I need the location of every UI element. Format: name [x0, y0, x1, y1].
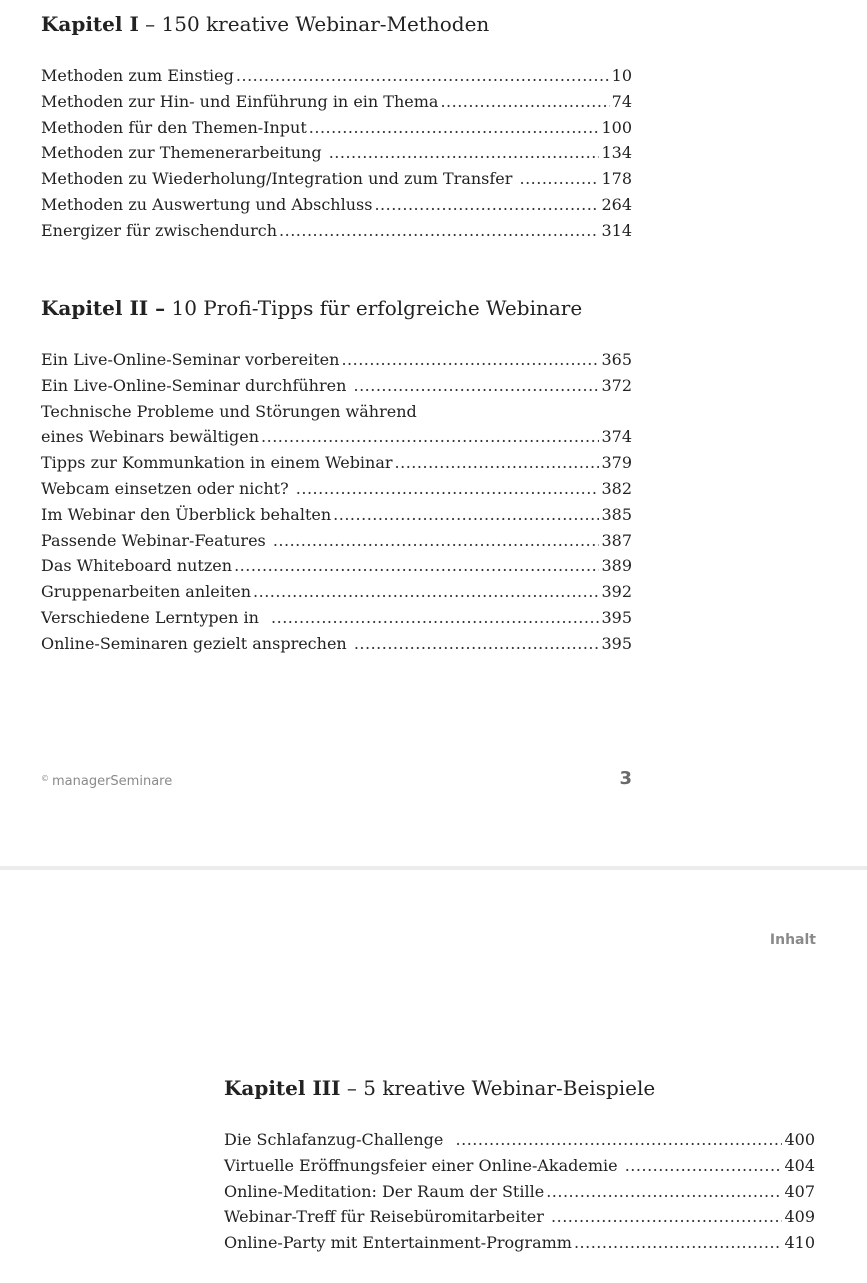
toc-entry-title: Technische Probleme und Störungen während [41, 401, 417, 421]
toc-entry [41, 605, 632, 631]
toc-entry [41, 63, 632, 89]
toc-entry-page: 400 [784, 1130, 815, 1149]
chapter-3-label: Kapitel III [224, 1076, 341, 1100]
dot-leader [333, 502, 599, 528]
chapter-2-subtitle: 10 Profi-Tipps für erfolgreiche Webinare [171, 296, 583, 320]
dot-leader [234, 553, 599, 579]
toc-entry-title: Webcam einsetzen oder nicht? [41, 478, 294, 498]
dot-leader [354, 631, 600, 657]
dot-leader [574, 1230, 783, 1256]
toc-entry-title: Das Whiteboard nutzen [41, 556, 233, 576]
toc-entry-title: Verschiedene Lerntypen in [41, 607, 270, 627]
dot-leader [395, 450, 600, 476]
dot-leader [253, 579, 599, 605]
dot-leader [341, 347, 599, 373]
dot-leader [374, 192, 599, 218]
dot-leader [279, 218, 599, 244]
toc-entry-title: Methoden zu Auswertung und Abschluss [41, 194, 373, 214]
toc-entry-page: 372 [601, 375, 632, 395]
copyright-symbol: © [41, 774, 49, 783]
chapter-3-heading [224, 1076, 655, 1100]
toc-entry [224, 1127, 815, 1153]
toc-entry [41, 373, 632, 399]
dot-leader [625, 1153, 783, 1179]
toc-entry-title: Methoden zum Einstieg [41, 66, 234, 85]
dot-leader [456, 1127, 783, 1153]
toc-entry-page: 178 [601, 169, 632, 189]
toc-entry-page: 404 [784, 1155, 815, 1175]
toc-entry [41, 579, 632, 605]
toc-entry-page: 379 [601, 453, 632, 473]
toc-entry-page: 385 [601, 504, 632, 524]
toc-entry-page: 395 [601, 607, 632, 627]
dot-leader [520, 166, 600, 192]
toc-entry [41, 399, 632, 425]
page-4 [0, 870, 867, 1283]
chapter-1-heading [41, 12, 489, 36]
toc-entry [41, 89, 632, 115]
toc-entry-title: Webinar-Treff für Reisebüromitarbeiter [224, 1207, 550, 1227]
toc-entry-title: Die Schlafanzug-Challenge [224, 1130, 454, 1149]
chapter-1-dash: – [138, 12, 162, 36]
toc-entry-title: Energizer für zwischendurch [41, 220, 278, 240]
page-number: 3 [619, 768, 632, 789]
toc-entry-title: Ein Live-Online-Seminar durchführen [41, 375, 352, 395]
toc-entry [41, 424, 632, 450]
toc-entry-page: 392 [601, 582, 632, 602]
dot-leader [236, 63, 610, 89]
toc-entry-title: Gruppenarbeiten anleiten [41, 582, 252, 602]
toc-entry-page: 410 [784, 1233, 815, 1253]
toc-entry [41, 347, 632, 373]
dot-leader [546, 1179, 782, 1205]
toc-entry-title: Methoden für den Themen-Input [41, 117, 307, 137]
toc-entry [224, 1204, 815, 1230]
chapter-2-heading [41, 296, 582, 320]
toc-entry-page: 134 [601, 143, 632, 163]
dot-leader [329, 140, 600, 166]
toc-entry [41, 140, 632, 166]
running-head: Inhalt [769, 932, 816, 948]
toc-entry [41, 502, 632, 528]
toc-entry [41, 476, 632, 502]
toc-entry-title: Passende Webinar-Features [41, 530, 271, 550]
toc-entry-page: 382 [601, 478, 632, 498]
toc-entry-page: 409 [784, 1207, 815, 1227]
toc-entry-page: 395 [601, 633, 632, 653]
chapter-1-label: Kapitel I [41, 12, 139, 36]
dot-leader [261, 424, 599, 450]
dot-leader [296, 476, 600, 502]
chapter-2-toc [41, 347, 632, 657]
toc-entry-title: Virtuelle Eröffnungsfeier einer Online-Akademie [224, 1155, 623, 1175]
copyright-footer [41, 774, 172, 789]
toc-entry-title: Ein Live-Online-Seminar vorbereiten [41, 350, 340, 369]
toc-entry [41, 166, 632, 192]
toc-entry-title: Online-Meditation: Der Raum der Stille [224, 1181, 545, 1201]
dot-leader [551, 1204, 782, 1230]
toc-entry [41, 115, 632, 141]
toc-entry-page: 374 [601, 427, 632, 447]
toc-entry [224, 1230, 815, 1256]
toc-entry-page: 365 [601, 350, 632, 369]
toc-entry-title: Methoden zur Themenerarbeitung [41, 143, 327, 163]
chapter-3-dash: – [340, 1076, 364, 1100]
toc-entry-page: 10 [611, 66, 632, 85]
toc-entry-title: Online-Party mit Entertainment-Programm [224, 1233, 572, 1253]
toc-entry [41, 553, 632, 579]
chapter-1-toc [41, 63, 632, 244]
toc-entry-page: 100 [601, 117, 632, 137]
toc-entry [41, 450, 632, 476]
dot-leader [271, 605, 599, 631]
chapter-2-label: Kapitel II – [41, 296, 166, 320]
copyright-text: managerSeminare [52, 774, 173, 789]
toc-entry-page: 74 [611, 91, 632, 111]
toc-entry [224, 1179, 815, 1205]
toc-entry-title: Methoden zur Hin- und Einführung in ein Thema [41, 91, 439, 111]
toc-entry-title: Tipps zur Kommunkation in einem Webinar [41, 453, 393, 473]
toc-entry [224, 1153, 815, 1179]
dot-leader [309, 115, 600, 141]
chapter-3-subtitle: 5 kreative Webinar-Beispiele [363, 1076, 656, 1100]
chapter-3-toc [224, 1127, 815, 1256]
chapter-1-subtitle: 150 kreative Webinar-Methoden [161, 12, 490, 36]
toc-entry [41, 528, 632, 554]
toc-entry-page: 407 [784, 1181, 815, 1201]
toc-entry-page: 264 [601, 194, 632, 214]
dot-leader [440, 89, 609, 115]
toc-entry [41, 192, 632, 218]
dot-leader [273, 528, 600, 554]
toc-entry [41, 631, 632, 657]
toc-entry-page: 387 [601, 530, 632, 550]
toc-entry-title: Online-Seminaren gezielt ansprechen [41, 633, 352, 653]
toc-entry-title: eines Webinars bewältigen [41, 427, 260, 447]
toc-entry-page: 389 [601, 556, 632, 576]
toc-entry [41, 218, 632, 244]
toc-entry-title: Methoden zu Wiederholung/Integration und zum Transfer [41, 169, 518, 189]
dot-leader [353, 373, 599, 399]
toc-entry-title: Im Webinar den Überblick behalten [41, 504, 332, 524]
toc-entry-page: 314 [601, 220, 632, 240]
